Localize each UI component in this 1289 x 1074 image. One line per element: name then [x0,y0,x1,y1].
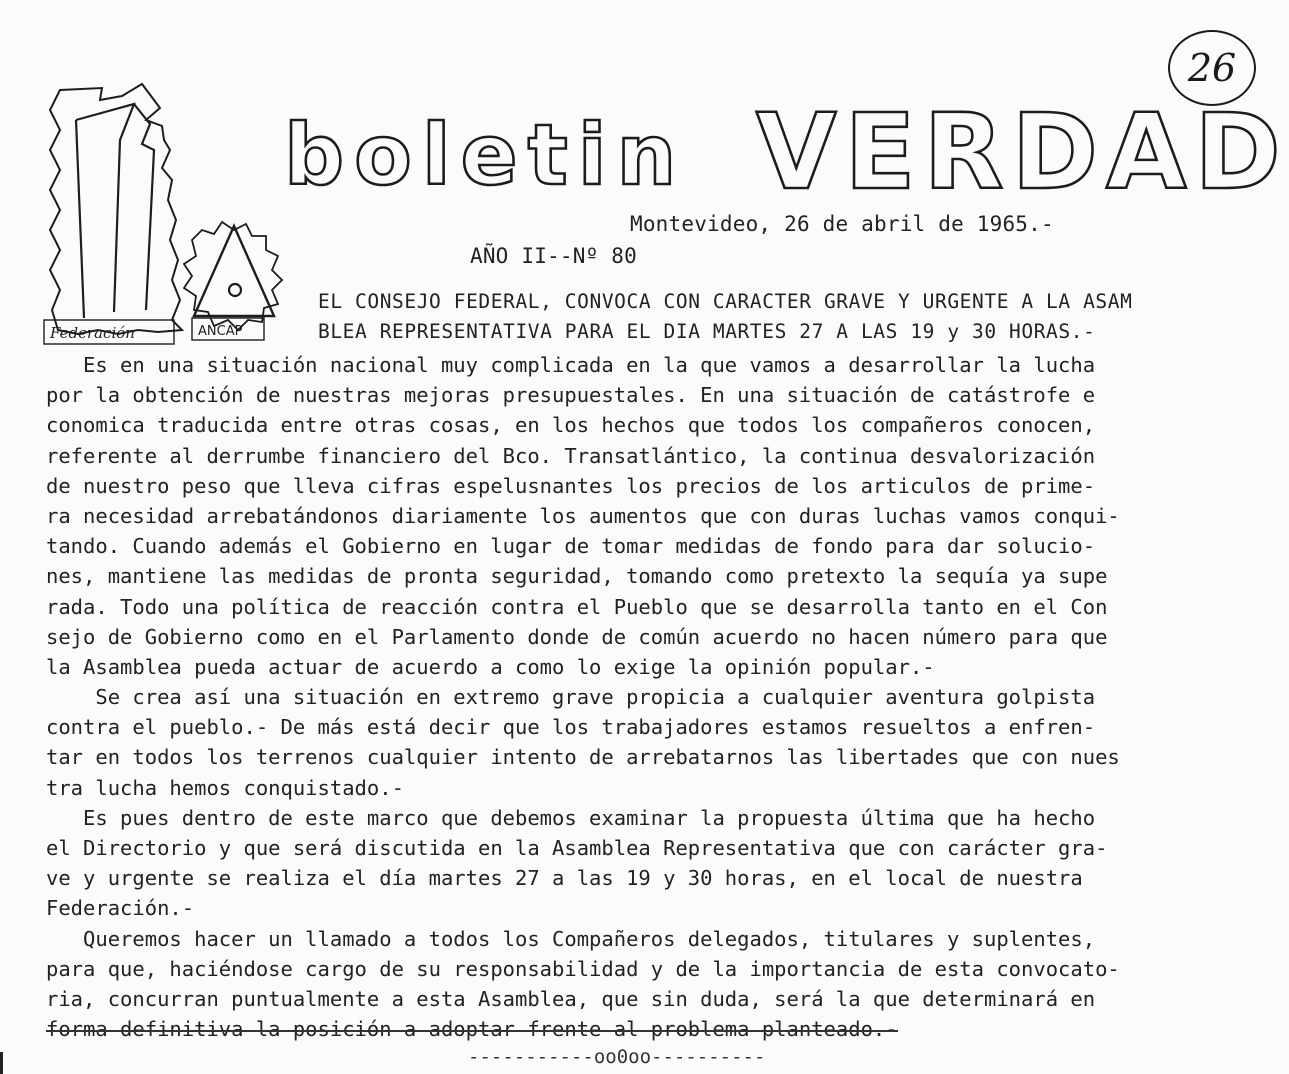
body-line: nes, mantiene las medidas de pronta seguridad, tomando como pretexto la sequía ya supe [46,564,1108,589]
edge-mark [0,1052,3,1074]
masthead-verdad: VERDAD [756,91,1289,213]
body-line: ve y urgente se realiza el día martes 27 a las 19 y 30 horas, en el local de nuestra [46,866,1083,891]
body-line: Es en una situación nacional muy complicada en la que vamos a desarrollar la lucha [46,353,1096,377]
body-line: Queremos hacer un llamado a todos los Compañeros delegados, titulares y suplentes, [46,926,1096,951]
body-line: contra el pueblo.- De más está decir que los trabajadores estamos resueltos a enfren- [46,715,1096,740]
masthead-boletin: boletin [284,106,687,204]
issue-line: AÑO II--Nº 80 [470,244,637,268]
body-line: tra lucha hemos conquistado.- [46,775,404,800]
logo-ancap-label: ANCAP [198,324,243,339]
body-line: de nuestro peso que lleva cifras espelusnantes los precios de los articulos de prime- [46,473,1096,498]
body-line: ria, concurran puntualmente a esta Asamblea, que sin duda, será la que determinará en [46,986,1096,1011]
body-line: Se crea así una situación en extremo grave propicia a cualquier aventura golpista [46,685,1096,710]
federacion-ancap-logo [42,80,302,348]
body-line: Federación.- [46,896,195,921]
logo-federacion-label: Federación [50,324,135,342]
body-line: tar en todos los terrenos cualquier intento de arrebatarnos las libertades que con nues [46,745,1120,770]
masthead [270,91,1289,213]
body-line: tando. Cuando además el Gobierno en lugar de tomar medidas de fondo para dar solucio- [46,534,1096,559]
closing-rule: -----------oo0oo---------- [468,1046,766,1068]
body-line: referente al derrumbe financiero del Bco. Transatlántico, la continua desvalorización [46,443,1096,468]
body-line: sejo de Gobierno como en el Parlamento donde de común acuerdo no hacen número para que [46,624,1108,649]
body-line: Es pues dentro de este marco que debemos examinar la propuesta última que ha hecho [46,805,1096,830]
headline-line: BLEA REPRESENTATIVA PARA EL DIA MARTES 27 A LAS 19 y 30 HORAS.- [318,320,1096,343]
body-line: ra necesidad arrebatándonos diariamente los aumentos que con duras luchas vamos conqui- [46,503,1120,528]
dateline: Montevideo, 26 de abril de 1965.- [630,212,1054,236]
headline-line: EL CONSEJO FEDERAL, CONVOCA CON CARACTER GRAVE Y URGENTE A LA ASAM [318,290,1133,313]
body-line: el Directorio y que será discutida en la Asamblea Representativa que con carácter gra- [46,836,1108,860]
body-line: la Asamblea pueda actuar de acuerdo a como lo exige la opinión popular.- [46,654,935,679]
body-line: rada. Todo una política de reacción contra el Pueblo que se desarrolla tanto en el Con [46,594,1108,619]
article-body [46,350,1226,1044]
body-line: para que, haciéndose cargo de su responsabilidad y de la importancia de esta convocato- [46,956,1120,981]
body-line: por la obtención de nuestras mejoras presupuestales. En una situación de catástrofe e [46,383,1096,408]
page-number: 26 [1168,30,1256,106]
body-line: conomica traducida entre otras cosas, en los hechos que todos los compañeros conocen, [46,413,1096,438]
body-line: forma definitiva la posición a adoptar frente al problema planteado.- [46,1014,1226,1044]
